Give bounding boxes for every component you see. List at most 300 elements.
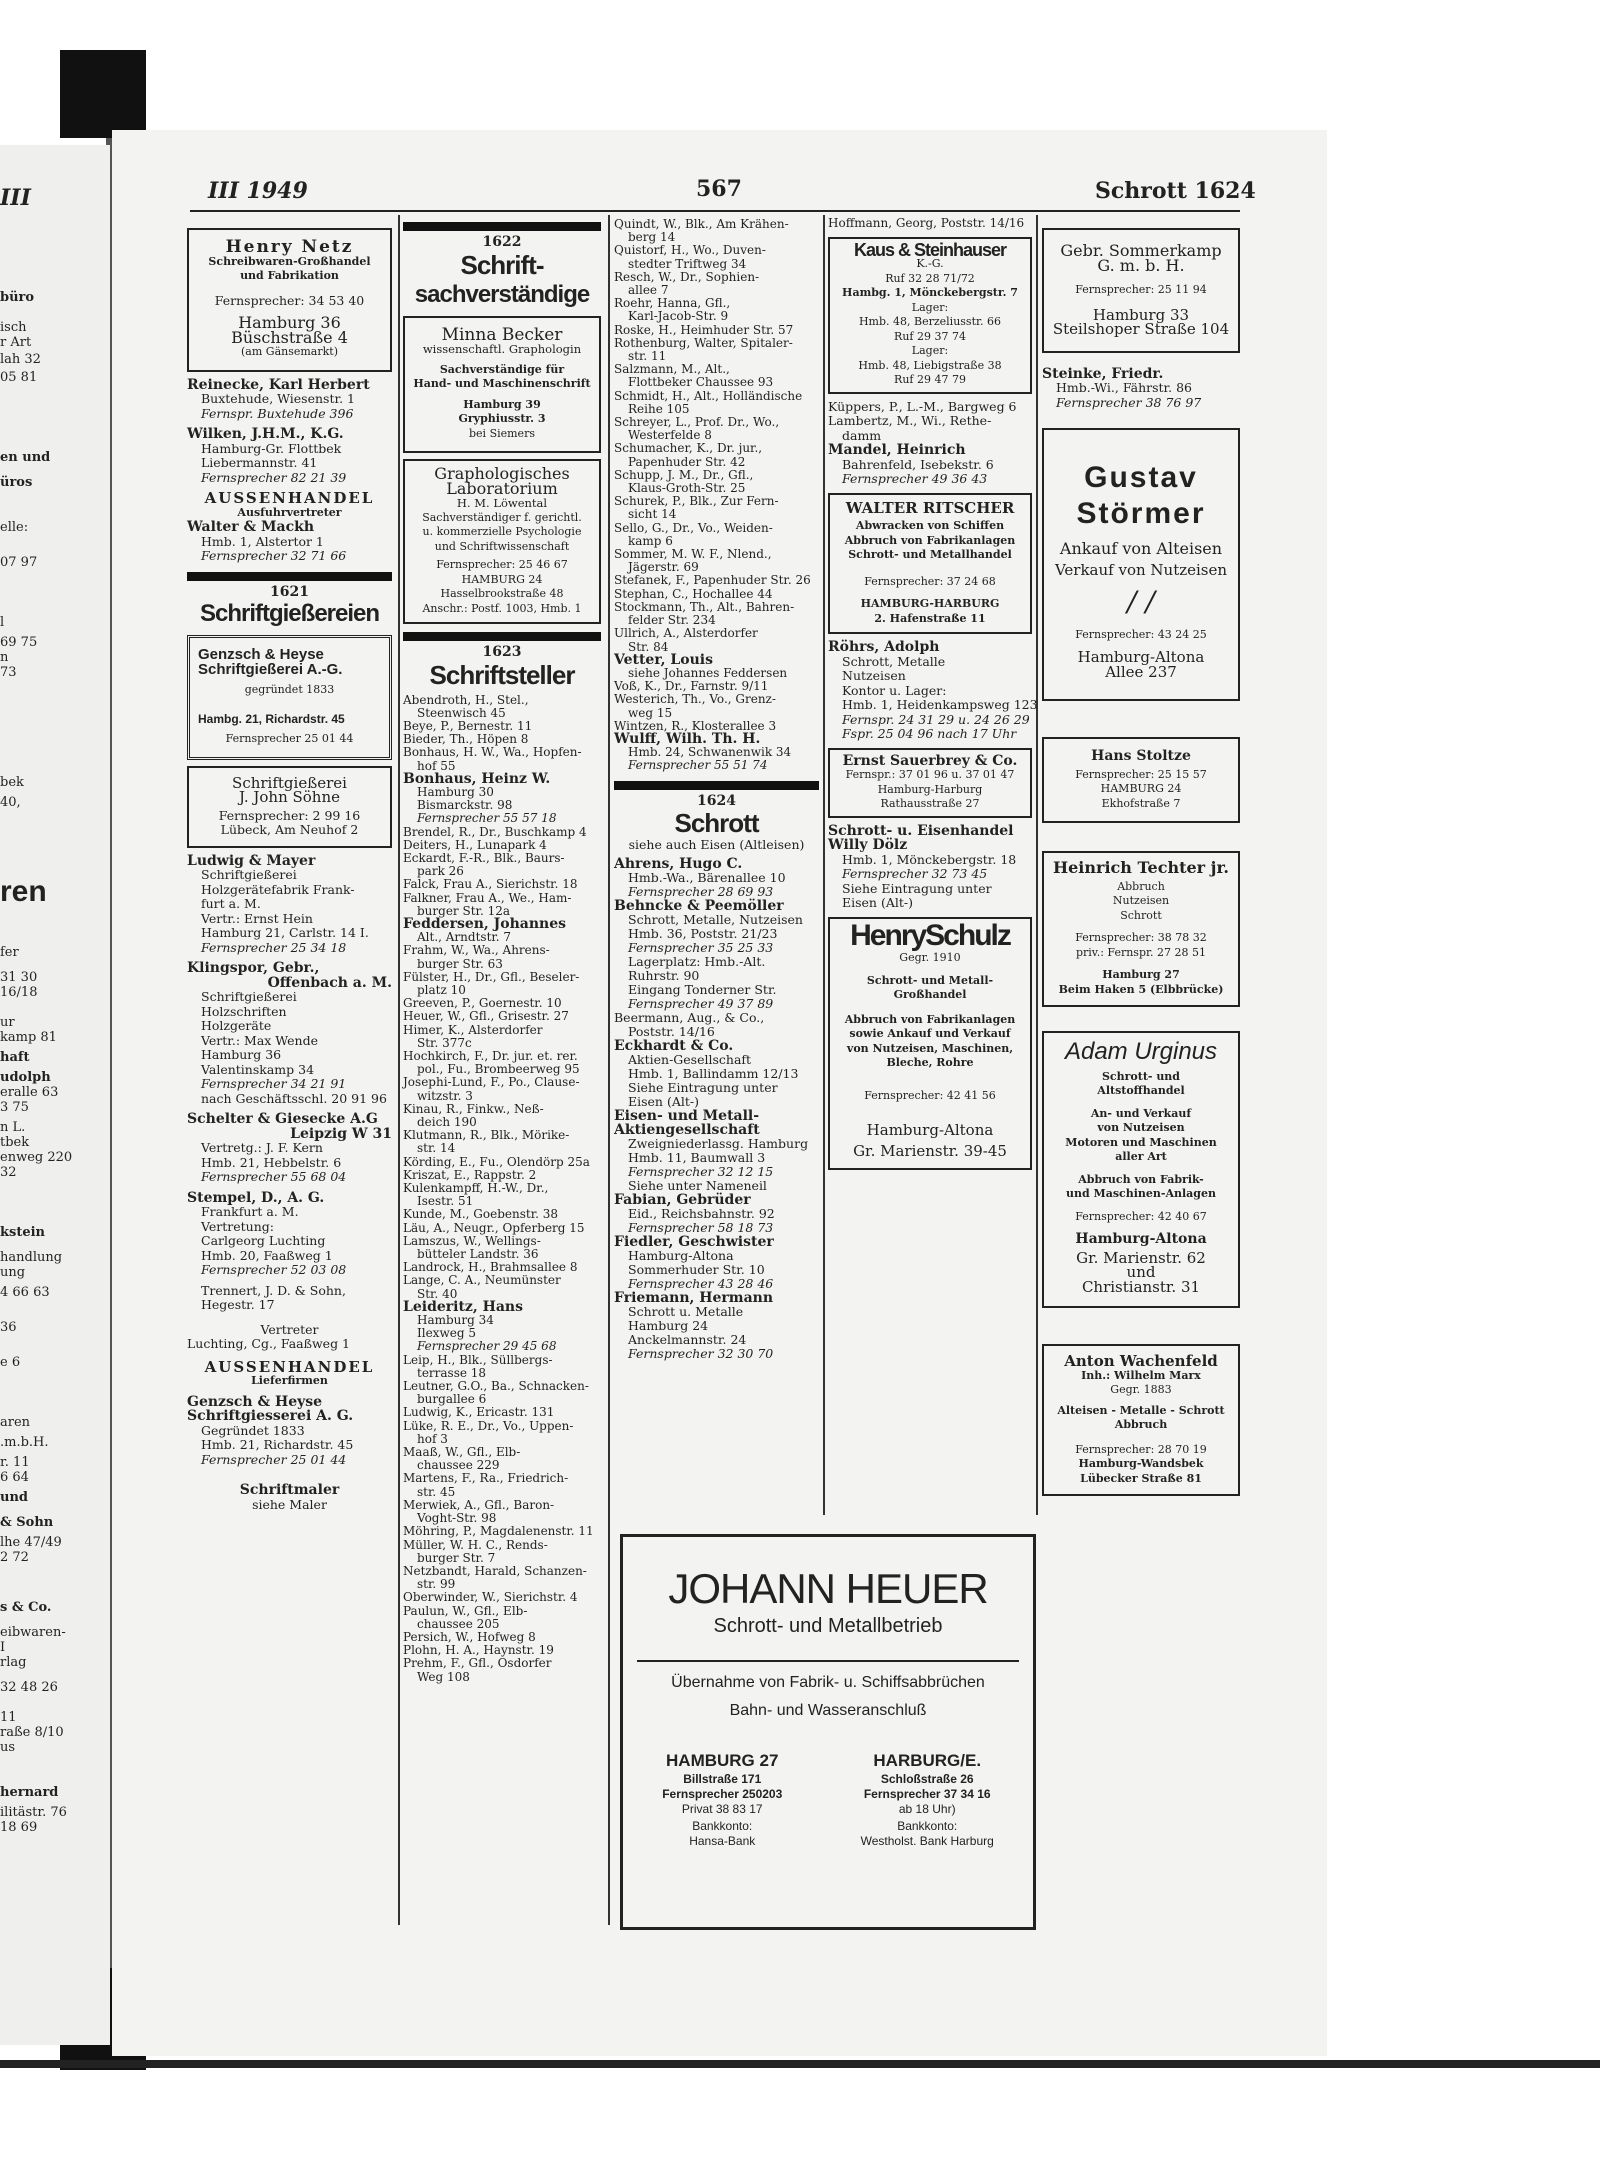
list-item: Landrock, H., Brahmsallee 8 — [403, 1260, 578, 1275]
left-page-text: udolph — [0, 1070, 51, 1085]
ritscher-l2: Abbruch von Fabrikanlagen — [844, 533, 1016, 547]
list-item: Fernsprecher 49 37 89 — [628, 995, 774, 1011]
list-item: Ilexweg 5 — [417, 1326, 476, 1341]
stoltze-l4: Ekhofstraße 7 — [1101, 796, 1181, 810]
techter-l7: Hamburg 27 — [1102, 968, 1180, 981]
list-item: burger Str. 12a — [417, 903, 510, 918]
left-page-text: fer — [0, 945, 19, 960]
entry-name: Reinecke, Karl Herbert — [187, 376, 370, 393]
kaus-name: Kaus & Steinhauser — [853, 239, 1007, 260]
list-item: Westerich, Th., Vo., Grenz- — [614, 692, 776, 707]
heuer-rule — [637, 1660, 1019, 1662]
entry-name: Stempel, D., A. G. — [187, 1189, 325, 1206]
entry-line: Fernsprecher 82 21 39 — [201, 469, 347, 485]
list-item: Fernspr. 24 31 29 u. 24 26 29 — [842, 711, 1030, 727]
grapho-l5: Fernsprecher: 25 46 67 — [436, 558, 568, 571]
schulz-l10: Gr. Marienstr. 39-45 — [853, 1141, 1007, 1160]
list-item: Schrott, Metalle, Nutzeisen — [628, 911, 803, 927]
schulz-l6: von Nutzeisen, Maschinen, — [846, 1041, 1014, 1055]
section-bar-1622 — [403, 222, 601, 231]
entry-line: Valentinskamp 34 — [201, 1061, 315, 1077]
stoermer-l8: Allee 237 — [1105, 662, 1177, 681]
left-page-text: I — [0, 1640, 6, 1655]
henry-netz-city: Hamburg 36 — [238, 313, 341, 332]
left-page-text: ren — [0, 875, 47, 908]
minna-l1: wissenschaftl. Graphologin — [422, 342, 582, 356]
walter-mackh-name: Walter & Mackh — [187, 519, 315, 535]
left-page-text: 31 30 — [0, 970, 38, 985]
list-item: Beermann, Aug., & Co., — [614, 1009, 765, 1025]
genzsch-heyse-ad — [187, 635, 392, 760]
stoltze-ad — [1042, 737, 1240, 823]
list-item: Sommer, M. W. F., Nlend., — [614, 547, 772, 562]
stoltze-l1: Hans Stoltze — [1091, 748, 1191, 764]
list-item: sicht 14 — [628, 507, 677, 522]
urginus-l13: und — [1126, 1263, 1156, 1281]
list-item: Ruhrstr. 90 — [628, 967, 700, 983]
genzsch2-lines — [187, 1424, 392, 1468]
grapho-l2: Sachverständiger f. gerichtl. — [422, 510, 582, 524]
list-item: Friemann, Hermann — [614, 1289, 774, 1306]
heuer-b2: Schloßstraße 26 — [880, 1772, 974, 1786]
list-item: deich 190 — [417, 1115, 477, 1129]
heuer-a4: Privat 38 83 17 — [681, 1802, 763, 1816]
left-page-text: lhe 47/49 — [0, 1535, 62, 1550]
list-item: Roske, H., Heimhuder Str. 57 — [614, 322, 794, 337]
wachenfeld-l2: Inh.: Wilhelm Marx — [1081, 1368, 1201, 1382]
left-page-text: 18 69 — [0, 1820, 38, 1835]
vertreter-heading: Vertreter — [260, 1321, 319, 1337]
kaus-ruf: Ruf 32 28 71/72 — [885, 271, 975, 285]
left-page-text: & Sohn — [0, 1515, 54, 1530]
left-page-text: tbek — [0, 1135, 30, 1150]
list-item: Schreyer, L., Prof. Dr., Wo., — [614, 415, 780, 430]
list-item: Röhrs, Adolph — [828, 639, 940, 655]
left-page-text: hernard — [0, 1785, 59, 1800]
grapho-l7: Hasselbrookstraße 48 — [440, 587, 564, 600]
list-item: Hmb.-Wi., Fährstr. 86 — [1056, 380, 1193, 395]
grapho-l8: Anschr.: Postf. 1003, Hmb. 1 — [422, 601, 582, 615]
techter-l3: Nutzeisen — [1112, 894, 1170, 907]
entry-line: Fernsprecher 25 01 44 — [201, 1451, 347, 1467]
list-item: Netzbandt, Harald, Schanzen- — [403, 1563, 587, 1578]
sommerkamp-l1: Gebr. Sommerkamp — [1060, 241, 1222, 260]
entry-line: Hmb. 1, Alstertor 1 — [201, 533, 324, 549]
sommerkamp-l3: Fernsprecher: 25 11 94 — [1075, 283, 1207, 296]
section-1624-title: Schrott — [674, 808, 759, 839]
section-1622-title1: Schrift- — [460, 249, 544, 280]
list-item: Hmb. 1, Heidenkampsweg 123 — [842, 697, 1038, 712]
ritscher-l3: Schrott- und Metallhandel — [848, 548, 1012, 561]
list-item: Feddersen, Johannes — [403, 915, 567, 932]
entry-line: Fernsprecher 55 68 04 — [201, 1169, 347, 1184]
schulz-l1: Gegr. 1910 — [899, 951, 961, 964]
list-item: Fernsprecher 58 18 73 — [628, 1219, 774, 1235]
entry-name: Ludwig & Mayer — [187, 852, 316, 869]
left-page-text: ung — [0, 1265, 26, 1280]
urginus-l4: An- und Verkauf — [1090, 1106, 1192, 1120]
list-item: Beye, P., Bernestr. 11 — [403, 718, 533, 733]
list-item: Ludwig, K., Ericastr. 131 — [403, 1405, 555, 1420]
list-item: Fernsprecher 55 57 18 — [417, 811, 557, 826]
list-item: Eckhardt & Co. — [614, 1037, 734, 1054]
sauerbrey-name: Ernst Sauerbrey & Co. — [842, 752, 1018, 769]
aussenhandel-sub: Ausfuhrvertreter — [237, 505, 342, 519]
left-page-text: büro — [0, 290, 35, 305]
list-item: Persich, W., Hofweg 8 — [403, 1629, 536, 1644]
left-page-text: 16/18 — [0, 985, 38, 1000]
aussenhandel-heading: AUSSENHANDEL — [204, 489, 375, 507]
header-right: Schrott 1624 — [1095, 178, 1256, 204]
entry-name: Wilken, J.H.M., K.G. — [187, 426, 344, 442]
list-item: Steenwisch 45 — [417, 705, 506, 720]
list-item: Mandel, Heinrich — [828, 442, 966, 458]
scan-bottom-strip — [0, 2060, 1600, 2068]
list-item: hof 3 — [417, 1431, 448, 1446]
list-item: Fernsprecher 43 28 46 — [628, 1275, 774, 1291]
genzsch-addr: Hambg. 21, Richardstr. 45 — [198, 711, 345, 726]
stoltze-l3: HAMBURG 24 — [1100, 782, 1182, 795]
list-item: Stefanek, F., Papenhuder Str. 26 — [614, 573, 811, 588]
list-item: Kriszat, E., Rappstr. 2 — [403, 1167, 537, 1182]
list-item: Wulff, Wilh. Th. H. — [614, 730, 761, 747]
urginus-l1: Adam Urginus — [1064, 1038, 1218, 1065]
list-item: Fabian, Gebrüder — [614, 1191, 751, 1208]
column-divider-4 — [1036, 215, 1038, 1515]
heuer-a2: Billstraße 171 — [683, 1772, 762, 1786]
heuer-b1: HARBURG/E. — [873, 1751, 982, 1770]
techter-ad — [1042, 851, 1240, 1007]
genzsch2-name1: Genzsch & Heyse — [187, 1393, 323, 1410]
wachenfeld-l8: Lübecker Straße 81 — [1080, 1471, 1202, 1485]
list-item: Schrott, Metalle — [842, 653, 946, 669]
stoermer-l7: Hamburg-Altona — [1077, 648, 1205, 666]
entry-name: Klingspor, Gebr., — [187, 960, 320, 976]
left-page-text: .m.b.H. — [0, 1435, 49, 1450]
list-item: Brendel, R., Dr., Buschkamp 4 — [403, 824, 587, 839]
section-1624-sub: siehe auch Eisen (Altleisen) — [628, 837, 805, 853]
list-item: Zweigniederlassg. Hamburg — [628, 1135, 809, 1151]
list-item: Jägerstr. 69 — [628, 560, 699, 575]
kaus-r2: Ruf 29 47 79 — [894, 373, 966, 386]
schulz-l9: Hamburg-Altona — [866, 1121, 994, 1139]
minna-l3: Hand- und Maschinenschrift — [413, 377, 591, 390]
sauerbrey-l3: Rathausstraße 27 — [880, 797, 980, 810]
wachenfeld-l6: Fernsprecher: 28 70 19 — [1075, 1442, 1207, 1456]
list-item: Rothenburg, Walter, Spitaler- — [614, 335, 793, 350]
genzsch-founded: gegründet 1833 — [244, 683, 335, 696]
list-item: Fernsprecher 35 25 33 — [628, 939, 774, 955]
john-line2: J. John Söhne — [238, 788, 341, 806]
list-item: Poststr. 14/16 — [628, 1023, 715, 1039]
entry-line: Hamburg 36 — [201, 1047, 282, 1062]
left-page-text: haft — [0, 1050, 30, 1065]
directory-entry — [187, 1112, 392, 1185]
left-page-text: us — [0, 1740, 16, 1755]
walter-mackh-lines — [187, 535, 392, 564]
left-page-text: 05 81 — [0, 370, 38, 385]
entry-name: Schelter & Giesecke A.G — [187, 1111, 378, 1127]
entry-line: Fernspr. Buxtehude 396 — [201, 405, 354, 421]
genzsch-name1: Genzsch & Heyse — [198, 646, 324, 663]
left-page-text: kamp 81 — [0, 1030, 57, 1045]
list-item: berg 14 — [628, 230, 676, 245]
left-page-text: lah 32 — [0, 352, 41, 367]
entries-group-a — [187, 378, 392, 486]
schulz-l4: Abbruch von Fabrikanlagen — [844, 1012, 1016, 1026]
list-item: burger Str. 7 — [417, 1550, 496, 1565]
entry-line: Frankfurt a. M. — [201, 1204, 299, 1219]
heuer-b3: Fernsprecher 37 34 16 — [863, 1787, 991, 1801]
list-item: Fernsprecher 32 12 15 — [628, 1163, 774, 1179]
left-page-text: 40, — [0, 795, 21, 810]
section-1622-number: 1622 — [482, 234, 522, 250]
schriftmaler-heading: Schriftmaler — [239, 1482, 340, 1498]
grapho-name1: Graphologisches — [434, 464, 570, 483]
john-phone: Fernsprecher: 2 99 16 — [218, 807, 361, 823]
urginus-l2: Schrott- und — [1101, 1069, 1180, 1083]
left-page-text: 4 66 63 — [0, 1285, 50, 1300]
list-item: Eisen (Alt-) — [628, 1093, 699, 1109]
entry-line: Hegestr. 17 — [201, 1297, 275, 1312]
list-item: Steinke, Friedr. — [1042, 365, 1164, 382]
entries-group-b — [187, 854, 392, 1313]
list-item: Eisen (Alt-) — [842, 895, 913, 910]
walter-ritscher-ad — [828, 493, 1032, 635]
list-item: Paulun, W., Gfl., Elb- — [403, 1603, 528, 1618]
list-item: Greeven, P., Goernestr. 10 — [403, 996, 562, 1011]
list-item: Frahm, W., Wa., Ahrens- — [403, 943, 550, 958]
list-item: Falkner, Frau A., We., Ham- — [403, 890, 572, 905]
entries-col4-b — [828, 639, 1038, 742]
list-item: Salzmann, M., Alt., — [614, 362, 730, 377]
urginus-l11: Hamburg-Altona — [1075, 1231, 1207, 1247]
left-page-text: en und — [0, 450, 51, 465]
list-item: Karl-Jacob-Str. 9 — [628, 309, 729, 324]
list-item: Hamburg 30 — [417, 784, 494, 799]
wachenfeld-l4: Alteisen - Metalle - Schrott — [1057, 1403, 1225, 1417]
genzsch-name2: Schriftgießerei A.-G. — [198, 660, 343, 678]
schriftmaler-sub: siehe Maler — [252, 1496, 327, 1512]
list-item: Vetter, Louis — [614, 651, 713, 668]
techter-l2: Abbruch — [1117, 879, 1165, 893]
left-page-text: 6 64 — [0, 1470, 29, 1485]
kaus-lager2: Lager: — [911, 344, 949, 357]
heuer-l2: Bahn- und Wasseranschluß — [729, 1702, 927, 1719]
column-divider-1 — [398, 215, 400, 1925]
list-item: Fernsprecher 29 45 68 — [417, 1339, 557, 1354]
john-soehne-ad — [187, 766, 392, 848]
list-item: Abendroth, H., Stel., — [403, 692, 529, 707]
list-item: Fernsprecher 55 51 74 — [628, 758, 768, 773]
vertreter-line: Luchting, Cg., Faaßweg 1 — [187, 1336, 351, 1351]
list-item: damm — [842, 427, 882, 443]
list-item: Schrott- u. Eisenhandel — [828, 822, 1014, 839]
list-item: Plohn, H. A., Haynstr. 19 — [403, 1643, 554, 1658]
list-item: Str. 377c — [417, 1035, 472, 1050]
list-item: Hochkirch, F., Dr. jur. et. rer. — [403, 1048, 578, 1063]
list-item: Aktien-Gesellschaft — [628, 1051, 752, 1067]
list-item: witzstr. 3 — [417, 1088, 473, 1103]
schriftsteller-list — [403, 694, 601, 1684]
ritscher-l4: Fernsprecher: 37 24 68 — [864, 574, 996, 588]
section-1624-number: 1624 — [697, 792, 736, 809]
techter-l1: Heinrich Techter jr. — [1053, 858, 1229, 877]
list-item: Lambertz, M., Wi., Rethe- — [828, 413, 992, 428]
entry-line: Hamburg-Gr. Flottbek — [201, 440, 342, 456]
list-item: kamp 6 — [628, 533, 673, 548]
left-page-text: und — [0, 1490, 28, 1505]
list-item: Stephan, C., Hochallee 44 — [614, 586, 773, 601]
list-item: Leip, H., Blk., Süllbergs- — [403, 1352, 553, 1367]
list-item: Str. 84 — [628, 639, 669, 654]
list-item: Lamszus, W., Wellings- — [403, 1233, 541, 1248]
urginus-l12: Gr. Marienstr. 62 — [1076, 1248, 1206, 1267]
list-item: Schmidt, H., Alt., Holländische — [614, 388, 803, 403]
urginus-l10: Fernsprecher: 42 40 67 — [1075, 1209, 1207, 1223]
henry-netz-street: Büschstraße 4 — [231, 327, 348, 347]
list-item: Maaß, W., Gfl., Elb- — [403, 1445, 521, 1460]
left-page-text: kstein — [0, 1225, 45, 1240]
list-item: Himer, K., Alsterdorfer — [403, 1022, 543, 1037]
header-rule — [190, 210, 1240, 212]
stoltze-l2: Fernsprecher: 25 15 57 — [1075, 767, 1207, 781]
sommerkamp-l2: G. m. b. H. — [1097, 255, 1185, 275]
heuer-b4: ab 18 Uhr) — [898, 1802, 956, 1816]
entry-line: Hmb. 20, Faaßweg 1 — [201, 1247, 333, 1263]
list-item: Quindt, W., Blk., Am Krähen- — [614, 217, 789, 231]
left-page-text: handlung — [0, 1250, 63, 1265]
entry-line: Fernsprecher 34 21 91 — [201, 1076, 347, 1091]
urginus-l5: von Nutzeisen — [1097, 1121, 1185, 1134]
left-page-text: 3 75 — [0, 1100, 29, 1115]
column-divider-3 — [823, 215, 825, 1515]
directory-entry — [187, 427, 392, 485]
minna-name: Minna Becker — [441, 324, 563, 345]
ritscher-l1: Abwracken von Schiffen — [855, 519, 1005, 532]
sauerbrey-ad — [828, 748, 1032, 818]
list-item: Nutzeisen — [842, 668, 906, 683]
wachenfeld-l3: Gegr. 1883 — [1110, 1383, 1172, 1396]
henry-netz-note: (am Gänsemarkt) — [241, 345, 338, 358]
heuer-b6: Westholst. Bank Harburg — [860, 1834, 994, 1848]
entry-line: Liebermannstr. 41 — [201, 455, 318, 470]
list-item: burger Str. 63 — [417, 956, 503, 971]
list-item: Flottbeker Chaussee 93 — [628, 375, 774, 390]
ritscher-l6: 2. Hafenstraße 11 — [874, 611, 986, 625]
heuer-a6: Hansa-Bank — [689, 1834, 756, 1848]
list-item: Bismarckstr. 98 — [417, 798, 513, 813]
entry-line: Hmb. 21, Richardstr. 45 — [201, 1437, 354, 1452]
header-left: III 1949 — [208, 178, 308, 204]
list-item: hof 55 — [417, 758, 456, 773]
left-page-text: enweg 220 — [0, 1150, 73, 1165]
list-item: chaussee 205 — [417, 1616, 500, 1631]
list-item: Körding, E., Fu., Olendörp 25a — [403, 1154, 590, 1169]
heuer-a5: Bankkonto: — [692, 1819, 753, 1833]
list-item: Ullrich, A., Alsterdorfer — [614, 626, 758, 641]
list-item: Willy Dölz — [828, 837, 908, 853]
list-item: Deiters, H., Lunapark 4 — [403, 837, 547, 852]
schulz-l8: Fernsprecher: 42 41 56 — [864, 1088, 996, 1102]
list-item: Sommerhuder Str. 10 — [628, 1261, 765, 1277]
column-5 — [1042, 222, 1240, 1502]
list-item: Quistorf, H., Wo., Duven- — [614, 243, 766, 258]
urginus-l6: Motoren und Maschinen — [1065, 1135, 1217, 1149]
schulz-name: HenrySchulz — [850, 918, 1010, 952]
heuer-a3: Fernsprecher 250203 — [662, 1787, 783, 1801]
kaus-addr: Hambg. 1, Mönckebergstr. 7 — [842, 286, 1018, 299]
list-item: Hmb. 11, Baumwall 3 — [628, 1149, 766, 1165]
left-page-text: raße 8/10 — [0, 1725, 64, 1740]
urginus-l14: Christianstr. 31 — [1081, 1277, 1201, 1296]
johann-heuer-ad — [620, 1534, 1036, 1930]
list-item: Hmb. 1, Ballindamm 12/13 — [628, 1065, 799, 1081]
techter-l8: Beim Haken 5 (Elbbrücke) — [1058, 982, 1224, 996]
left-page-text: isch — [0, 320, 27, 335]
entry-line: Buxtehude, Wiesenstr. 1 — [201, 391, 355, 406]
list-item: Eckardt, F.-R., Blk., Baurs- — [403, 850, 565, 865]
stoermer-l3: Ankauf von Alteisen — [1059, 539, 1223, 558]
list-item: Roehr, Hanna, Gfl., — [614, 296, 731, 311]
directory-entry — [187, 854, 392, 956]
heuer-l1: Übernahme von Fabrik- u. Schiffsabbrüchen — [671, 1674, 985, 1691]
list-item: Eisen- und Metall- — [614, 1107, 760, 1124]
list-item: Kulenkampff, H.-W., Dr., — [403, 1181, 549, 1196]
list-item: Westerfelde 8 — [628, 428, 712, 443]
entry-line: Gegründet 1833 — [201, 1422, 305, 1438]
kaus-lager1: Lager: — [911, 300, 949, 314]
wachenfeld-l7: Hamburg-Wandsbek — [1078, 1457, 1204, 1470]
wachenfeld-l5: Abbruch — [1114, 1418, 1168, 1431]
section-1622-title2: sachverständige — [414, 280, 590, 308]
column-divider-2 — [608, 215, 610, 1925]
grapho-l3: u. kommerzielle Psychologie — [422, 525, 582, 538]
page-number: 567 — [696, 176, 742, 202]
kaus-kg: K.-G. — [916, 257, 944, 270]
section-bar-1624 — [614, 781, 819, 790]
list-item: felder Str. 234 — [628, 613, 716, 628]
list-item: burgallee 6 — [417, 1392, 487, 1407]
left-page-text: ur — [0, 1015, 15, 1030]
left-page-text: s & Co. — [0, 1600, 52, 1615]
heuer-hamburg-block — [662, 1750, 782, 1849]
list-item: Josephi-Lund, F., Po., Clause- — [403, 1075, 580, 1090]
grapho-l1: H. M. Löwental — [456, 496, 548, 510]
sauerbrey-l1: Fernspr.: 37 01 96 u. 37 01 47 — [845, 768, 1015, 781]
scan-edge-top-block — [60, 50, 146, 138]
left-page-text: III — [0, 185, 31, 211]
urginus-l8: Abbruch von Fabrik- — [1078, 1172, 1204, 1186]
left-page-text: 32 — [0, 1165, 17, 1180]
aussenhandel2-heading: AUSSENHANDEL — [204, 1357, 375, 1376]
kaus-r1: Ruf 29 37 74 — [894, 329, 966, 343]
list-item: Oberwinder, W., Sierichstr. 4 — [403, 1590, 578, 1605]
list-item: Voß, K., Dr., Farnstr. 9/11 — [614, 679, 769, 694]
lieferfirmen-sub: Lieferfirmen — [251, 1374, 328, 1387]
list-item: Prehm, F., Gfl., Osdorfer — [403, 1656, 552, 1671]
list-item: str. 14 — [417, 1141, 456, 1156]
section-1621-title: Schriftgießereien — [199, 600, 380, 627]
section-1623-title: Schriftsteller — [429, 659, 575, 690]
list-item: str. 99 — [417, 1577, 456, 1592]
entry-line: Vertr.: Max Wende — [201, 1032, 318, 1048]
section-1623-number: 1623 — [482, 644, 522, 660]
grapho-l4: und Schriftwissenschaft — [434, 539, 570, 553]
entry-line: Hamburg 21, Carlstr. 14 I. — [201, 925, 369, 940]
entry-line: Vertretung: — [201, 1218, 274, 1234]
list-item: Merwiek, A., Gfl., Baron- — [403, 1497, 555, 1512]
